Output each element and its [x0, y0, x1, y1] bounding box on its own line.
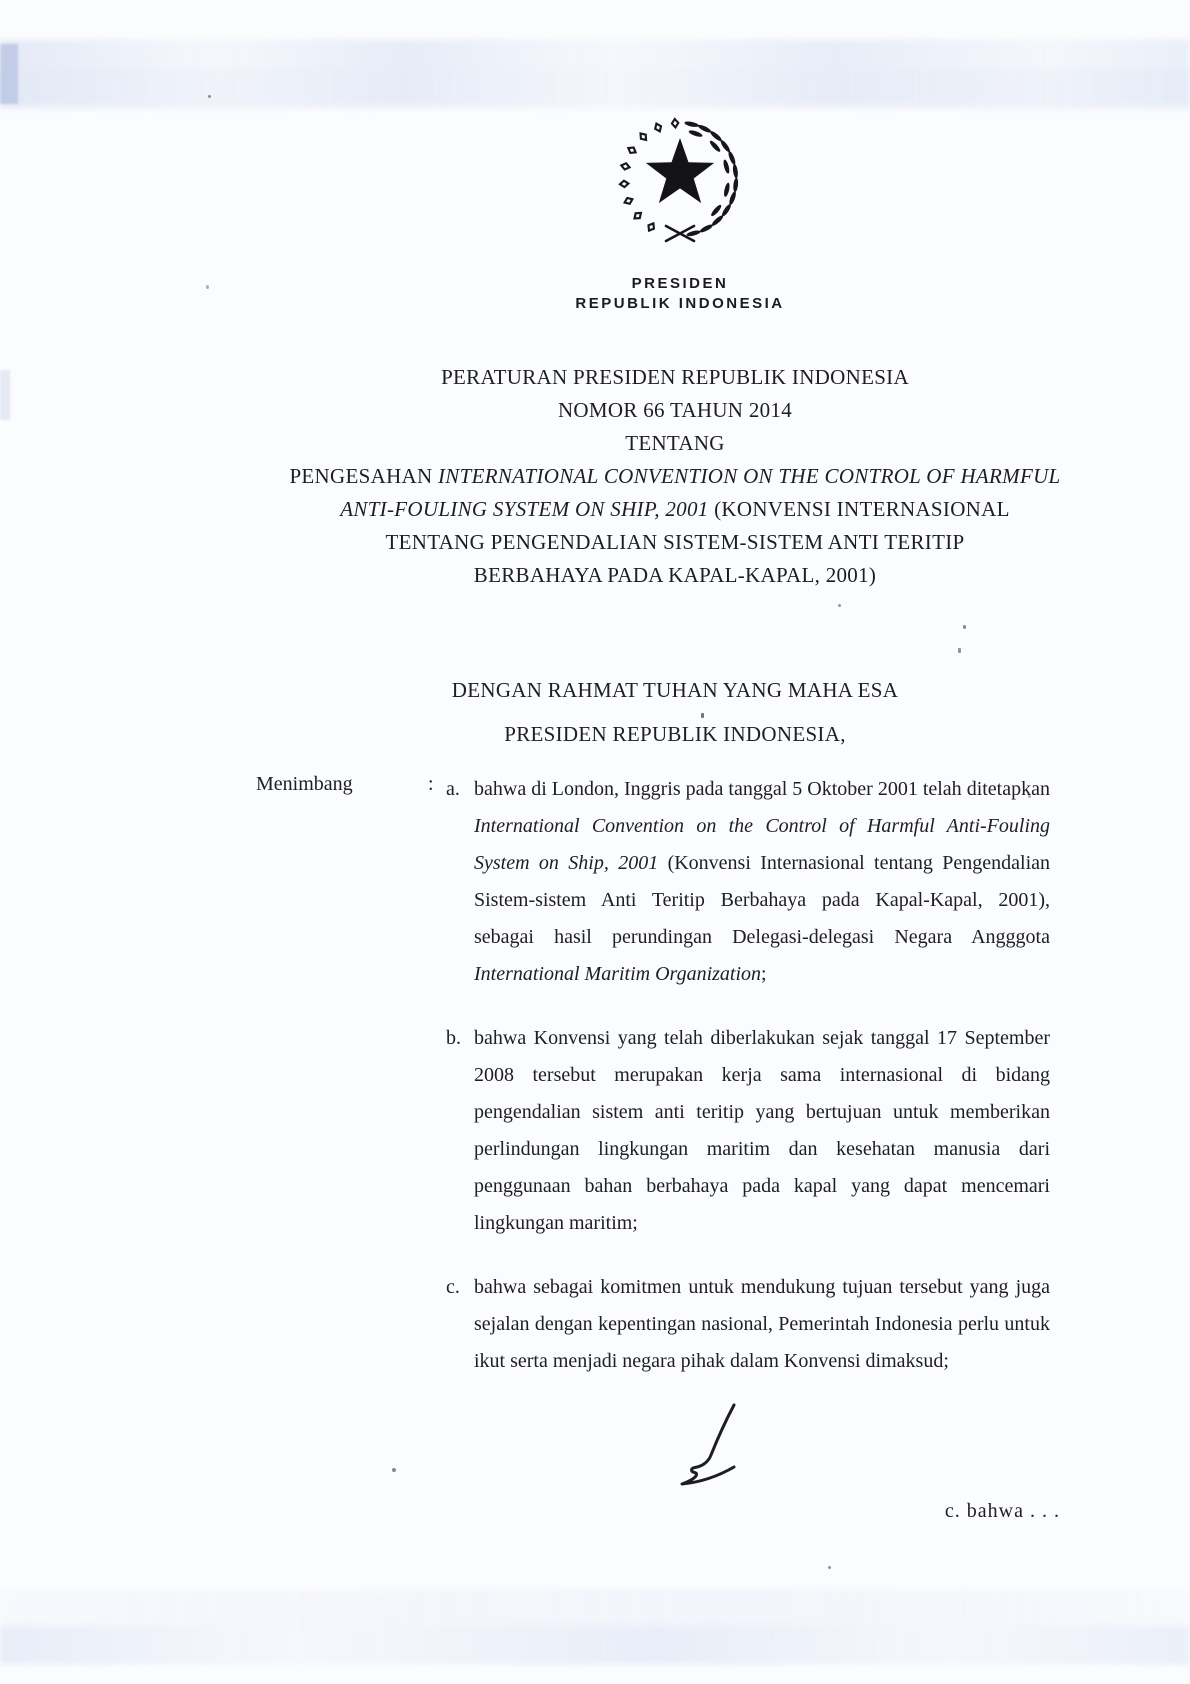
scan-edge-mark [0, 44, 18, 104]
item-marker: c. [446, 1276, 460, 1298]
title-line-7: BERBAHAYA PADA KAPAL-KAPAL, 2001) [473, 563, 877, 587]
handwritten-paraph-mark [678, 1402, 758, 1488]
salutation-line: PRESIDEN REPUBLIK INDONESIA, [504, 722, 846, 746]
considering-item-c [446, 1269, 1050, 1380]
item-marker: b. [446, 1027, 461, 1049]
considering-item-a [446, 771, 1050, 993]
scan-artifact-band-bottom [0, 1626, 1190, 1664]
letterhead-line-republik-indonesia: REPUBLIK INDONESIA [575, 295, 785, 312]
scan-edge-mark [0, 370, 10, 420]
scan-speck [1028, 795, 1031, 798]
letterhead-line-presiden: PRESIDEN [631, 275, 729, 292]
star-icon [646, 138, 714, 203]
item-text: bahwa Konvensi yang telah diberlakukan sejak tanggal 17 September 2008 tersebut merupakan kerja sama internasional di bidang pengendalian sistem anti teritip yang bertujuan untuk memberikan perlindungan lingkungan maritim dan kesehatan manusia dari penggunaan bahan berbahaya pada kapal yang dapat mencemari lingkungan maritim; [474, 1027, 1050, 1234]
scan-speck [828, 1566, 831, 1569]
scan-speck [701, 713, 704, 718]
invocation-line: DENGAN RAHMAT TUHAN YANG MAHA ESA [451, 678, 899, 702]
item-text: bahwa sebagai komitmen untuk mendukung tujuan tersebut yang juga sejalan dengan kepentingan nasional, Pemerintah Indonesia perlu untuk ikut serta menjadi negara pihak dalam Konvensi dimaksud; [474, 1276, 1050, 1372]
scan-speck [958, 648, 961, 653]
item-marker: a. [446, 778, 460, 800]
title-line-4: PENGESAHAN INTERNATIONAL CONVENTION ON THE CONTROL OF HARMFUL [289, 464, 1061, 488]
item-text: bahwa di London, Inggris pada tanggal 5 Oktober 2001 telah ditetapkan International Convention on the Control of Harmful Anti-Fouling System on Ship, 2001 (Konvensi Internasional tentang Pengendalian Sistem-sistem Anti Teritip Berbahaya pada Kapal-Kapal, 2001), sebagai hasil perundingan Delegasi-delegasi Negara Angggota International Maritim Organization; [474, 778, 1051, 985]
considering-item-b [446, 1020, 1050, 1242]
title-line-6: TENTANG PENGENDALIAN SISTEM-SISTEM ANTI TERITIP [385, 530, 965, 554]
scan-speck [206, 285, 209, 289]
scan-speck [392, 1468, 396, 1472]
title-line-1: PERATURAN PRESIDEN REPUBLIK INDONESIA [441, 365, 909, 389]
presidential-star-wreath-emblem [610, 108, 750, 256]
considering-label: Menimbang [256, 773, 353, 795]
scan-speck [963, 625, 966, 629]
scan-speck [208, 95, 211, 98]
considering-colon: : [428, 773, 434, 795]
considering-items [446, 771, 1050, 1380]
scan-artifact-band-top [0, 40, 1190, 106]
regulation-title [280, 361, 1070, 592]
scan-artifact-band-top-2 [0, 70, 1190, 110]
title-line-3: TENTANG [625, 431, 725, 455]
title-line-5: ANTI-FOULING SYSTEM ON SHIP, 2001 (KONVENSI INTERNASIONAL [340, 497, 1010, 521]
title-line-2: NOMOR 66 TAHUN 2014 [557, 398, 793, 422]
catchword: c. bahwa . . . [944, 1500, 1060, 1522]
letterhead [530, 274, 830, 314]
scan-artifact-band-bottom-2 [0, 1590, 1190, 1626]
scan-speck [838, 604, 841, 607]
